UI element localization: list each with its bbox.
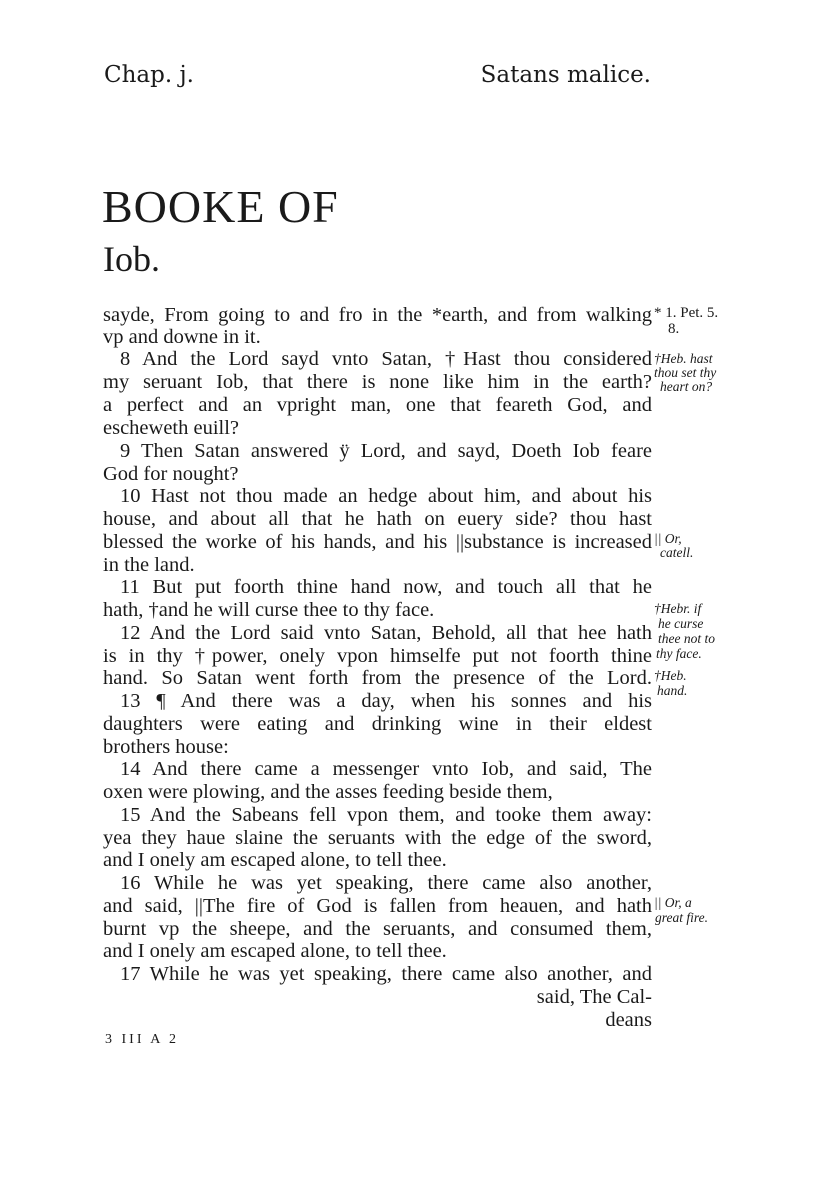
text-line: sayde, From going to and fro in the *earth, and from walking	[103, 304, 652, 326]
signature-mark: 3 III A 2	[105, 1032, 180, 1047]
text-line: 13 ¶ And there was a day, when his sonnes and his	[120, 690, 652, 712]
text-line: hath, †and he will curse thee to thy face.	[103, 599, 435, 621]
margin-note: 8.	[668, 321, 680, 337]
text-line: 15 And the Sabeans fell vpon them, and tooke them away:	[120, 804, 652, 826]
margin-note: || Or,	[654, 531, 682, 546]
text-line: my seruant Iob, that there is none like him in the earth?	[103, 371, 652, 393]
text-line: yea they haue slaine the seruants with the edge of the sword,	[103, 827, 652, 849]
margin-note: †Heb. hast	[654, 351, 713, 366]
text-line: God for nought?	[103, 463, 239, 485]
margin-note: †Heb.	[654, 668, 687, 683]
book-subtitle: Iob.	[103, 239, 160, 279]
margin-note: * 1. Pet. 5.	[654, 305, 719, 321]
text-line: 9 Then Satan answered ÿ Lord, and sayd, Doeth Iob feare	[120, 440, 652, 462]
book-title: BOOKE OF	[102, 181, 339, 232]
text-line: 10 Hast not thou made an hedge about him, and about his	[120, 485, 652, 507]
text-line: burnt vp the sheepe, and the seruants, and consumed them,	[103, 918, 652, 940]
text-line: daughters were eating and drinking wine in their eldest	[103, 713, 652, 735]
text-line: and said, ||The fire of God is fallen from heauen, and hath	[103, 895, 652, 917]
text-line: and I onely am escaped alone, to tell thee.	[103, 849, 447, 871]
margin-note: great fire.	[655, 910, 708, 925]
text-line: in the land.	[103, 554, 195, 576]
text-line: a perfect and an vpright man, one that feareth God, and	[103, 394, 652, 416]
text-line: vp and downe in it.	[103, 326, 261, 348]
text-line: 8 And the Lord sayd vnto Satan, †Hast thou considered	[120, 348, 652, 370]
running-head-chapter: Chap. j.	[104, 62, 194, 88]
text-line: 11 But put foorth thine hand now, and touch all that he	[120, 576, 652, 598]
text-line: house, and about all that he hath on euery side? thou hast	[103, 508, 652, 530]
running-head-title: Satans malice.	[480, 62, 651, 88]
text-line: 16 While he was yet speaking, there came also another,	[120, 872, 652, 894]
margin-note: hand.	[657, 683, 688, 698]
text-line: oxen were plowing, and the asses feeding beside them,	[103, 781, 553, 803]
text-line: deans	[605, 1009, 652, 1031]
text-line: hand. So Satan went forth from the presence of the Lord.	[103, 667, 652, 689]
margin-note: he curse	[658, 616, 704, 631]
text-line: is in thy †power, onely vpon himselfe put not foorth thine	[103, 645, 652, 667]
margin-note: catell.	[660, 545, 694, 560]
text-line: blessed the worke of his hands, and his ||substance is increased	[103, 531, 652, 553]
text-line: and I onely am escaped alone, to tell thee.	[103, 940, 447, 962]
text-line: 17 While he was yet speaking, there came also another, and	[120, 963, 652, 985]
margin-note: heart on?	[660, 379, 713, 394]
margin-note: †Hebr. if	[654, 601, 702, 616]
margin-note: || Or, a	[654, 895, 692, 910]
text-line: 12 And the Lord said vnto Satan, Behold, all that hee hath	[120, 622, 652, 644]
text-line: said, The Cal-	[536, 986, 652, 1008]
text-line: brothers house:	[103, 736, 229, 758]
margin-note: thy face.	[656, 646, 702, 661]
text-line: 14 And there came a messenger vnto Iob, and said, The	[120, 758, 652, 780]
text-line: escheweth euill?	[103, 417, 240, 439]
margin-note: thou set thy	[654, 365, 717, 380]
margin-note: thee not to	[658, 631, 715, 646]
